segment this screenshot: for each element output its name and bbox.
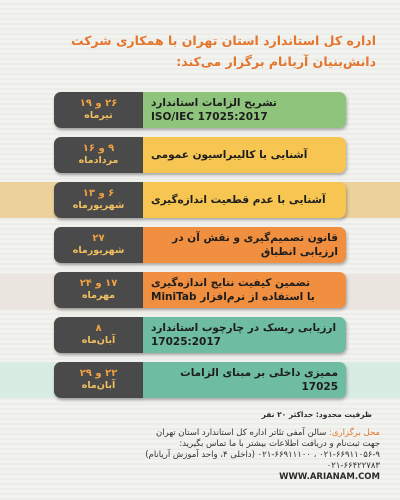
course-date-month: تیرماه <box>84 110 113 121</box>
course-row <box>54 137 346 173</box>
course-date <box>54 272 143 308</box>
course-topic <box>143 182 346 218</box>
website-link[interactable]: WWW.ARIANAM.COM <box>279 472 380 482</box>
course-topic-line: تضمین کیفیت نتایج اندازه‌گیری <box>151 277 311 289</box>
course-row <box>54 317 346 353</box>
course-date-days: ۸ <box>95 323 102 334</box>
course-topic <box>143 362 346 398</box>
course-date-month: آبان‌ماه <box>81 335 116 346</box>
course-topic <box>143 92 346 128</box>
course-topic-line: ارزیابی ریسک در چارچوب استاندارد <box>151 322 337 334</box>
course-date-month: شهریورماه <box>72 245 125 256</box>
course-date <box>54 362 143 398</box>
course-row <box>54 272 346 308</box>
course-date <box>54 137 143 173</box>
course-row <box>54 227 346 263</box>
course-date-days: ۲۶ و ۱۹ <box>79 98 118 109</box>
venue-label: محل برگزاری: <box>329 428 380 438</box>
course-topic-line: آشنایی با عدم قطعیت اندازه‌گیری <box>151 194 326 206</box>
phone-line: ۰۲۱-۶۶۹۱۱۰۵۶-۹ ، ۰۲۱-۶۶۹۱۱۱۰۰ (داخلی ۴، واحد آموزش آریانام) <box>145 450 380 460</box>
course-topic <box>143 317 346 353</box>
course-date-month: مردادماه <box>78 155 119 166</box>
course-topic-line: ممیزی داخلی بر مبنای الزامات 17025 <box>180 367 338 393</box>
course-date <box>54 182 143 218</box>
course-date-days: ۱۷ و ۲۴ <box>79 278 118 289</box>
course-date-month: آبان‌ماه <box>81 380 116 391</box>
course-date-days: ۲۷ <box>92 233 105 244</box>
course-topic <box>143 272 346 308</box>
course-date <box>54 92 143 128</box>
course-row <box>54 182 346 218</box>
course-row <box>54 92 346 128</box>
venue-line <box>150 428 380 439</box>
course-topic-line: با استفاده از نرم‌افزار MiniTab <box>151 291 315 303</box>
course-date <box>54 227 143 263</box>
contact-line: جهت ثبت‌نام و دریافت اطلاعات بیشتر با ما تماس بگیرید: <box>179 439 380 449</box>
course-date-days: ۲۲ و ۲۹ <box>79 368 118 379</box>
course-topic-line: ISO/IEC 17025:2017 <box>151 111 268 123</box>
venue-text: سالن آمفی تئاتر اداره کل استاندارد استان تهران <box>156 428 327 438</box>
page-title: اداره کل استاندارد استان تهران با همکاری شرکت دانش‌بنیان آریانام برگزار می‌کند: <box>71 33 376 69</box>
course-topic <box>143 137 346 173</box>
course-topic-line: آشنایی با کالیبراسیون عمومی <box>151 149 308 161</box>
phone-line: ۰۲۱-۶۶۴۲۲۷۸۳ <box>326 461 380 471</box>
contact-footer <box>145 428 380 483</box>
course-row <box>54 362 346 398</box>
course-date-month: مهرماه <box>81 290 116 301</box>
course-topic-line: قانون تصمیم‌گیری و نقش آن در ارزیابی انطباق <box>172 232 338 258</box>
course-date-month: شهریورماه <box>72 200 125 211</box>
course-date <box>54 317 143 353</box>
course-topic-line: 17025:2017 <box>151 336 221 348</box>
course-date-days: ۹ و ۱۶ <box>82 143 115 154</box>
capacity-note: ظرفیت محدود: حداکثر ۲۰ نفر <box>261 410 372 419</box>
course-date-days: ۶ و ۱۳ <box>82 188 115 199</box>
course-topic <box>143 227 346 263</box>
course-topic-line: تشریح الزامات استاندارد <box>151 97 277 109</box>
